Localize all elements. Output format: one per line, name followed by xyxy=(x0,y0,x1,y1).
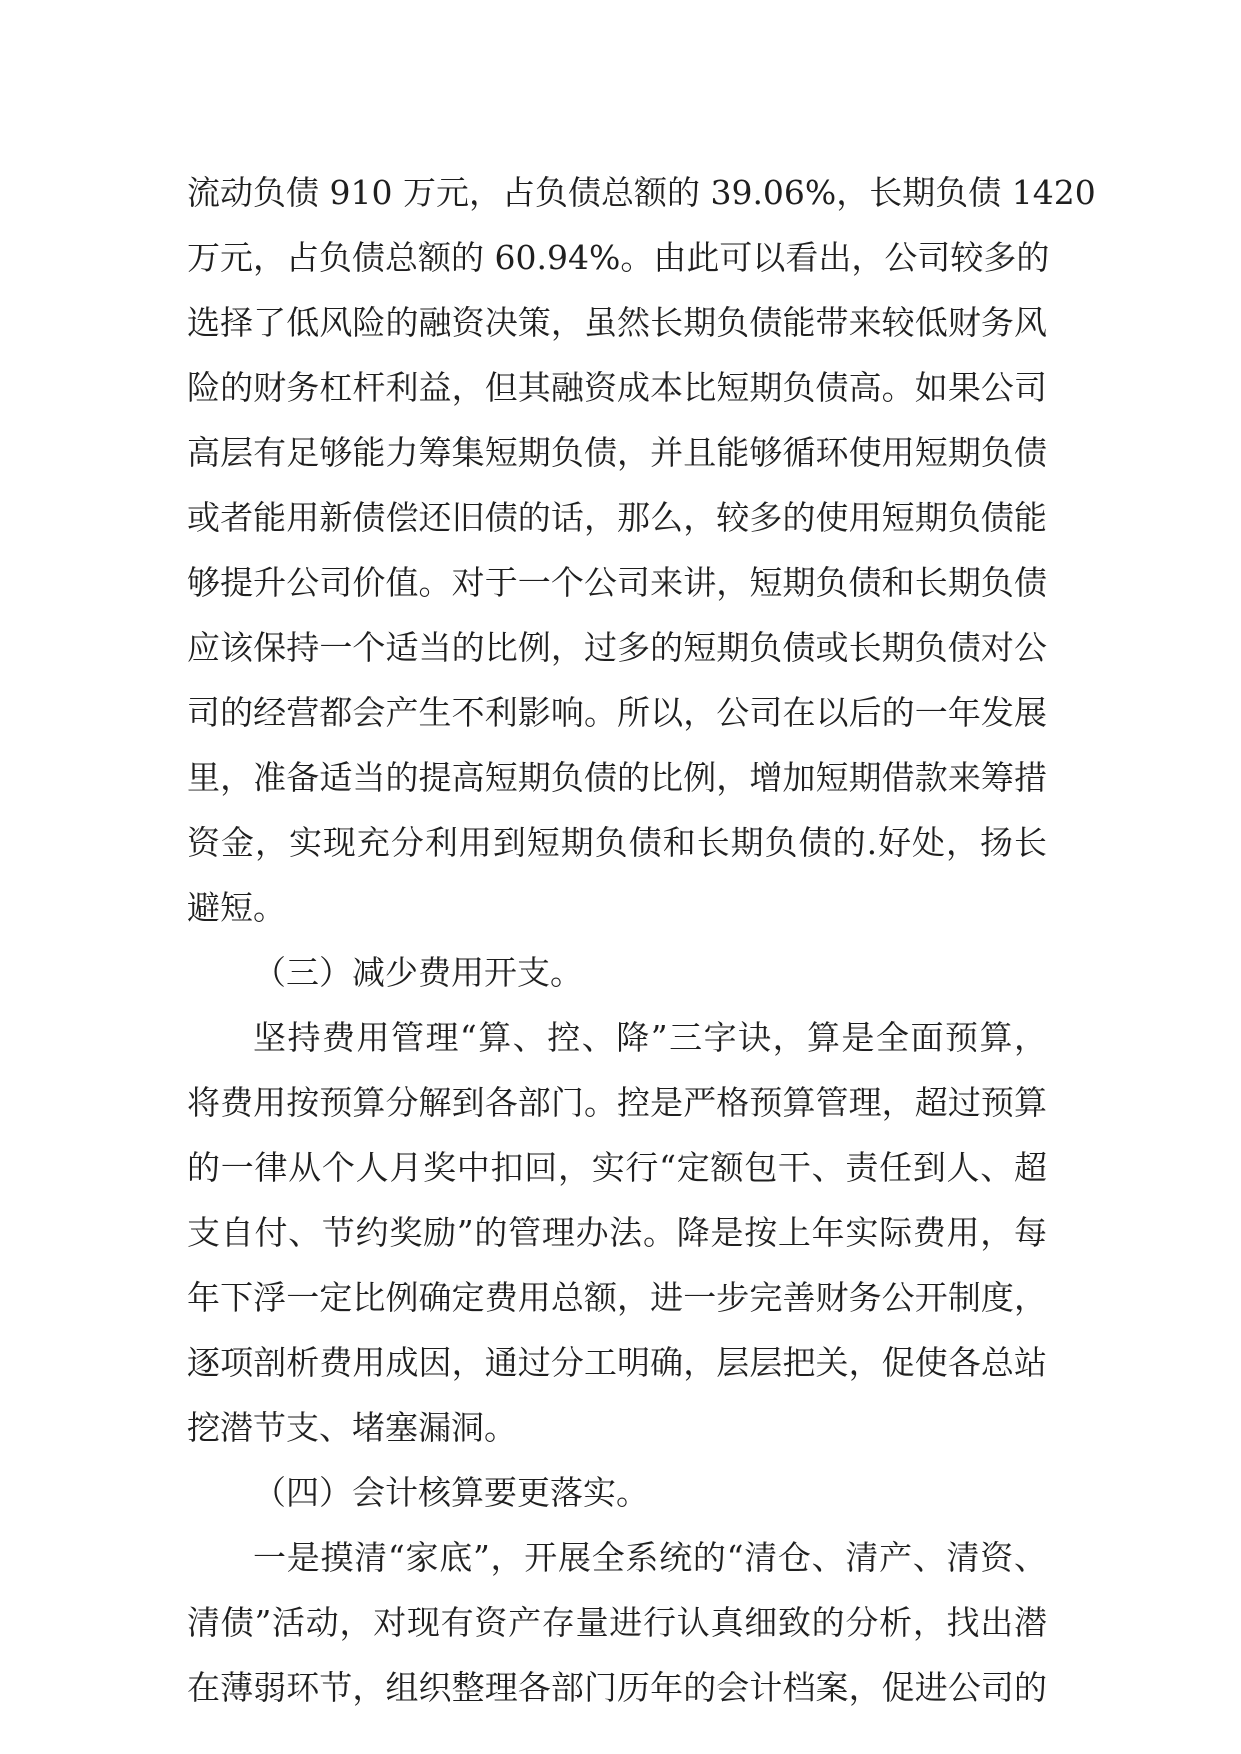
paragraph-line: 支自付、节约奖励”的管理办法。降是按上年实际费用，每 xyxy=(187,1213,1047,1252)
paragraph-line: 将费用按预算分解到各部门。控是严格预算管理，超过预算 xyxy=(187,1083,1047,1122)
section-heading: （三）减少费用开支。 xyxy=(253,953,583,992)
paragraph-line: 资金，实现充分利用到短期负债和长期负债的.好处，扬长 xyxy=(187,823,1047,862)
paragraph-line: 年下浮一定比例确定费用总额，进一步完善财务公开制度， xyxy=(187,1278,1047,1317)
paragraph-line: 清债”活动，对现有资产存量进行认真细致的分析，找出潜 xyxy=(187,1603,1047,1642)
paragraph-line: 避短。 xyxy=(187,888,286,927)
paragraph-line: 里，准备适当的提高短期负债的比例，增加短期借款来筹措 xyxy=(187,758,1047,797)
paragraph-line: 选择了低风险的融资决策，虽然长期负债能带来较低财务风 xyxy=(187,303,1047,342)
paragraph-line: 或者能用新债偿还旧债的话，那么，较多的使用短期负债能 xyxy=(187,498,1047,537)
paragraph-line: 够提升公司价值。对于一个公司来讲，短期负债和长期负债 xyxy=(187,563,1047,602)
paragraph-line: 的一律从个人月奖中扣回，实行“定额包干、责任到人、超 xyxy=(187,1148,1047,1187)
paragraph-line: 司的经营都会产生不利影响。所以，公司在以后的一年发展 xyxy=(187,693,1047,732)
paragraph-line: 高层有足够能力筹集短期负债，并且能够循环使用短期负债 xyxy=(187,433,1047,472)
paragraph-line: 一是摸清“家底”，开展全系统的“清仓、清产、清资、 xyxy=(253,1538,1047,1577)
paragraph-line: 应该保持一个适当的比例，过多的短期负债或长期负债对公 xyxy=(187,628,1047,667)
paragraph-line: 逐项剖析费用成因，通过分工明确，层层把关，促使各总站 xyxy=(187,1343,1047,1382)
paragraph-line: 险的财务杠杆利益，但其融资成本比短期负债高。如果公司 xyxy=(187,368,1047,407)
body-text xyxy=(187,160,1096,1720)
section-heading: （四）会计核算要更落实。 xyxy=(253,1473,649,1512)
paragraph-line: 坚持费用管理“算、控、降”三字诀，算是全面预算， xyxy=(253,1018,1047,1057)
paragraph-line: 挖潜节支、堵塞漏洞。 xyxy=(187,1408,517,1447)
paragraph-line: 流动负债 910 万元，占负债总额的 39.06%，长期负债 1420 xyxy=(187,173,1096,212)
paragraph-line: 万元，占负债总额的 60.94%。由此可以看出，公司较多的 xyxy=(187,238,1050,277)
paragraph-line: 在薄弱环节，组织整理各部门历年的会计档案，促进公司的 xyxy=(187,1668,1047,1707)
